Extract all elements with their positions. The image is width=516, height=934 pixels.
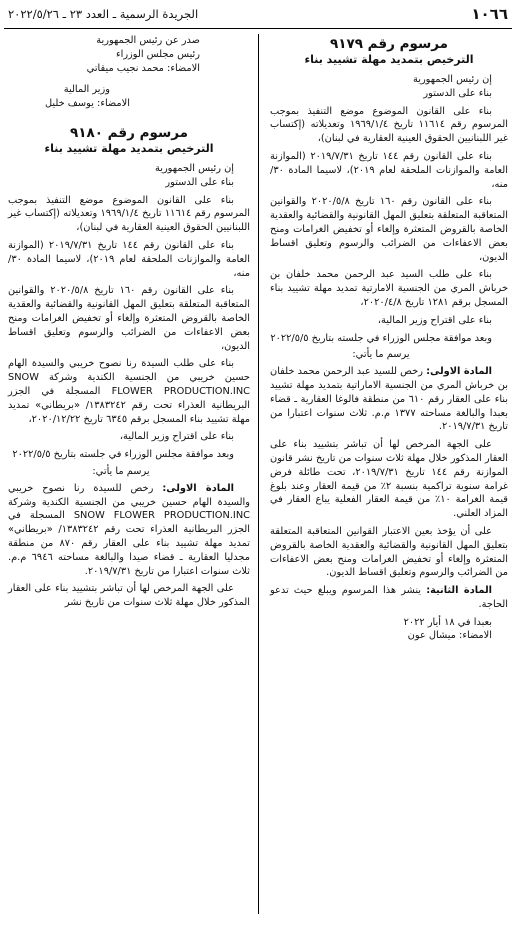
prime-minister-label: رئيس مجلس الوزراء [116,48,200,60]
decree-9179-title: مرسوم رقم ٩١٧٩ [330,36,448,52]
decrees-heading-9180: يرسم ما يأتي: [92,465,150,477]
page-number: ١٠٦٦ [471,5,508,23]
article-1-label: المادة الاولى: [426,366,492,378]
preamble-constitution-9180: بناء على الدستور [165,176,234,188]
preamble-request: بناء على طلب السيد عبد الرحمن محمد خلفان بن خرباش المري من الجنسية الامارتية تمديد مهلة تشييد بناء المسجل برقم ١٢٨١ تاريخ ٢٠٢٠/٤/٨، [270,269,508,308]
issued-by-president: صدر عن رئيس الجمهورية [96,35,200,46]
article-2-label: المادة الثانية: [426,585,493,597]
column-divider [258,34,259,914]
decree-9180-title: مرسوم رقم ٩١٨٠ [70,124,188,141]
finance-minister-signature: الامضاء: يوسف خليل [45,98,130,110]
preamble-president-9180: إن رئيس الجمهورية [154,162,234,174]
decree-9180-subtitle: الترخيص بتمديد مهلة تشييد بناء [44,141,214,155]
article-2 [270,584,508,612]
article-1-paragraph-2: على الجهة المرخص لها أن تباشر بتشييد بناء على العقار المذكور خلال مهلة ثلاث سنوات من تاريخ نشر قانون الموازنة رقم ١٤٤ تاريخ ٢٠١٩/٧/٣١، تحت طائلة فرض غرامة سنوية تراكمية بنسبة ٢٪ من قيمة العقار وعند بلوغ قيمة الغرامة ١٠٪ من قيمة العقار الفعلية يباع العقار في المزاد العلني. [270,439,508,520]
preamble-law-160-9180: بناء على القانون رقم ١٦٠ تاريخ ٢٠٢٠/٥/٨ والقوانين المتعاقبة المتعلقة بتعليق المهل القانونية والقضائية والعقدية الخاصة بالقروض المتعثرة وإلغاء أو تخفيض الغرامات ومنح بعض الاعفاءات من الضرائب والرسوم وتعليق اقساط الديون، [8,285,250,352]
preamble-cabinet-approval-9180: وبعد موافقة مجلس الوزراء في جلسته بتاريخ ٢٠٢٢/٥/٥ [12,449,234,461]
article-1-9180 [8,482,250,579]
decree-9180-column [8,34,250,610]
publication-info: الجريدة الرسمية ـ العدد ٢٣ ـ ٢٠٢٢/٥/٢٦ [8,7,199,21]
page-header [4,2,512,29]
article-1 [270,365,508,434]
article-1-text: رخص للسيد عبد الرحمن محمد خلفان بن خرباش المري من الجنسية الاماراتية بتمديد مهلة تشييد بناء على العقار رقم ٦١٠ من منطقة فالوغا العقارية ـ قضاء بعبدا والبالغة مساحته ١٣٧٧ م.م. ثلاث سنوات اعتبارا من تاريخ ٢٠١٩/٧/٣١. [270,366,508,433]
preamble-law-144: بناء على القانون رقم ١٤٤ تاريخ ٢٠١٩/٧/٣١ (الموازنة العامة والموازنات الملحقة لعام ٢٠١٩)، لاسيما المادة ٣٠/ منه، [270,150,508,190]
preamble-law-160: بناء على القانون رقم ١٦٠ تاريخ ٢٠٢٠/٥/٨ والقوانين المتعاقبة المتعلقة بتعليق المهل القانونية والقضائية والعقدية الخاصة بالقروض المتعثرة وإلغاء أو تخفيض الغرامات ومنح بعض الاعفاءات من الضرائب والرسوم وتعليق اقساط الديون، [270,196,508,263]
preamble-law-144-9180: بناء على القانون رقم ١٤٤ تاريخ ٢٠١٩/٧/٣١ (الموازنة العامة والموازنات الملحقة لعام ٢٠١٩)، لاسيما المادة ٣٠/ منه، [8,239,250,279]
article-1-paragraph-3: على أن يؤخذ بعين الاعتبار القوانين المتعاقبة المتعلقة بتعليق المهل القانونية والقضائية والعقدية الخاصة بالقروض المتعثرة وإلغاء أو تخفيض الغرامات ومنح بعض الاعفاءات من الضرائب والرسوم وتعليق اقساط الديون. [270,525,508,579]
prime-minister-signature: الامضاء: محمد نجيب ميقاتي [86,62,200,74]
article-1-text-9180: رخص للسيدة رنا نصوح خريبي والسيدة الهام حسين خريبي من الجنسية الكندية وشركة SNOW FLOWER PRODUCTION.INC المسجلة في الجزر البريطانية العذراء تحت رقم ١٣٨٣٢٤٢/ «بريطاني» تمديد مهلة تشييد بناء على العقار رقم ٨٧٠ من منطقة مجدليا العقارية ـ قضاء صيدا والبالغة مساحته ٦٩٤٦ م.م. ثلاث سنوات اعتبارا من تاريخ ٢٠١٩/٧/٣١. [8,482,250,577]
article-1-paragraph-2-9180: على الجهة المرخص لها أن تباشر بتشييد بناء على العقار المذكور خلال مهلة ثلاث سنوات من تاريخ نشر [8,583,250,609]
preamble-proposal: بناء على اقتراح وزير المالية، [377,314,492,326]
president-signature: الامضاء: ميشال عون [407,630,492,642]
preamble-law-11614: بناء على القانون الموضوع موضع التنفيذ بموجب المرسوم رقم ١١٦١٤ تاريخ ١٩٦٩/١/٤ وتعديلاته (إكتساب غير اللبنانيين الحقوق العينية العقارية في لبنان)، [270,105,508,145]
preamble-president: إن رئيس الجمهورية [412,74,492,85]
preamble-cabinet-approval: وبعد موافقة مجلس الوزراء في جلسته بتاريخ ٢٠٢٢/٥/٥ [270,332,492,344]
preamble-request-9180: بناء على طلب السيدة رنا نصوح خريبي والسيدة الهام حسين خريبي من الجنسية الكندية وشركة SNOW FLOWER PRODUCTION.INC المسجلة في الجزر البريطانية العذراء تحت رقم ١٣٨٣٢٤٢/ «بريطاني» تمديد مهلة تشييد بناء المسجل برقم ٦٣٤٥ تاريخ ٢٠٢٠/١٢/٢٢، [8,358,250,425]
preamble-constitution: بناء على الدستور [423,87,492,99]
decree-9179-column [270,34,508,643]
finance-minister-label: وزير المالية [63,84,110,96]
decree-9179-subtitle: الترخيص بتمديد مهلة تشييد بناء [304,53,474,66]
article-2-text: ينشر هذا المرسوم ويبلغ حيث تدعو الحاجة. [270,585,508,610]
preamble-proposal-9180: بناء على اقتراح وزير المالية، [119,431,234,443]
decrees-heading: يرسم ما يأتي: [352,349,410,361]
preamble-law-11614-9180: بناء على القانون الموضوع موضع التنفيذ بموجب المرسوم رقم ١١٦١٤ تاريخ ١٩٦٩/١/٤ وتعديلاته (إكتساب غير اللبنانيين الحقوق العينية العقارية في لبنان)، [8,194,250,234]
article-1-label-9180: المادة الاولى: [162,482,235,494]
decree-date: بعبدا في ١٨ أيار ٢٠٢٢ [403,616,492,628]
